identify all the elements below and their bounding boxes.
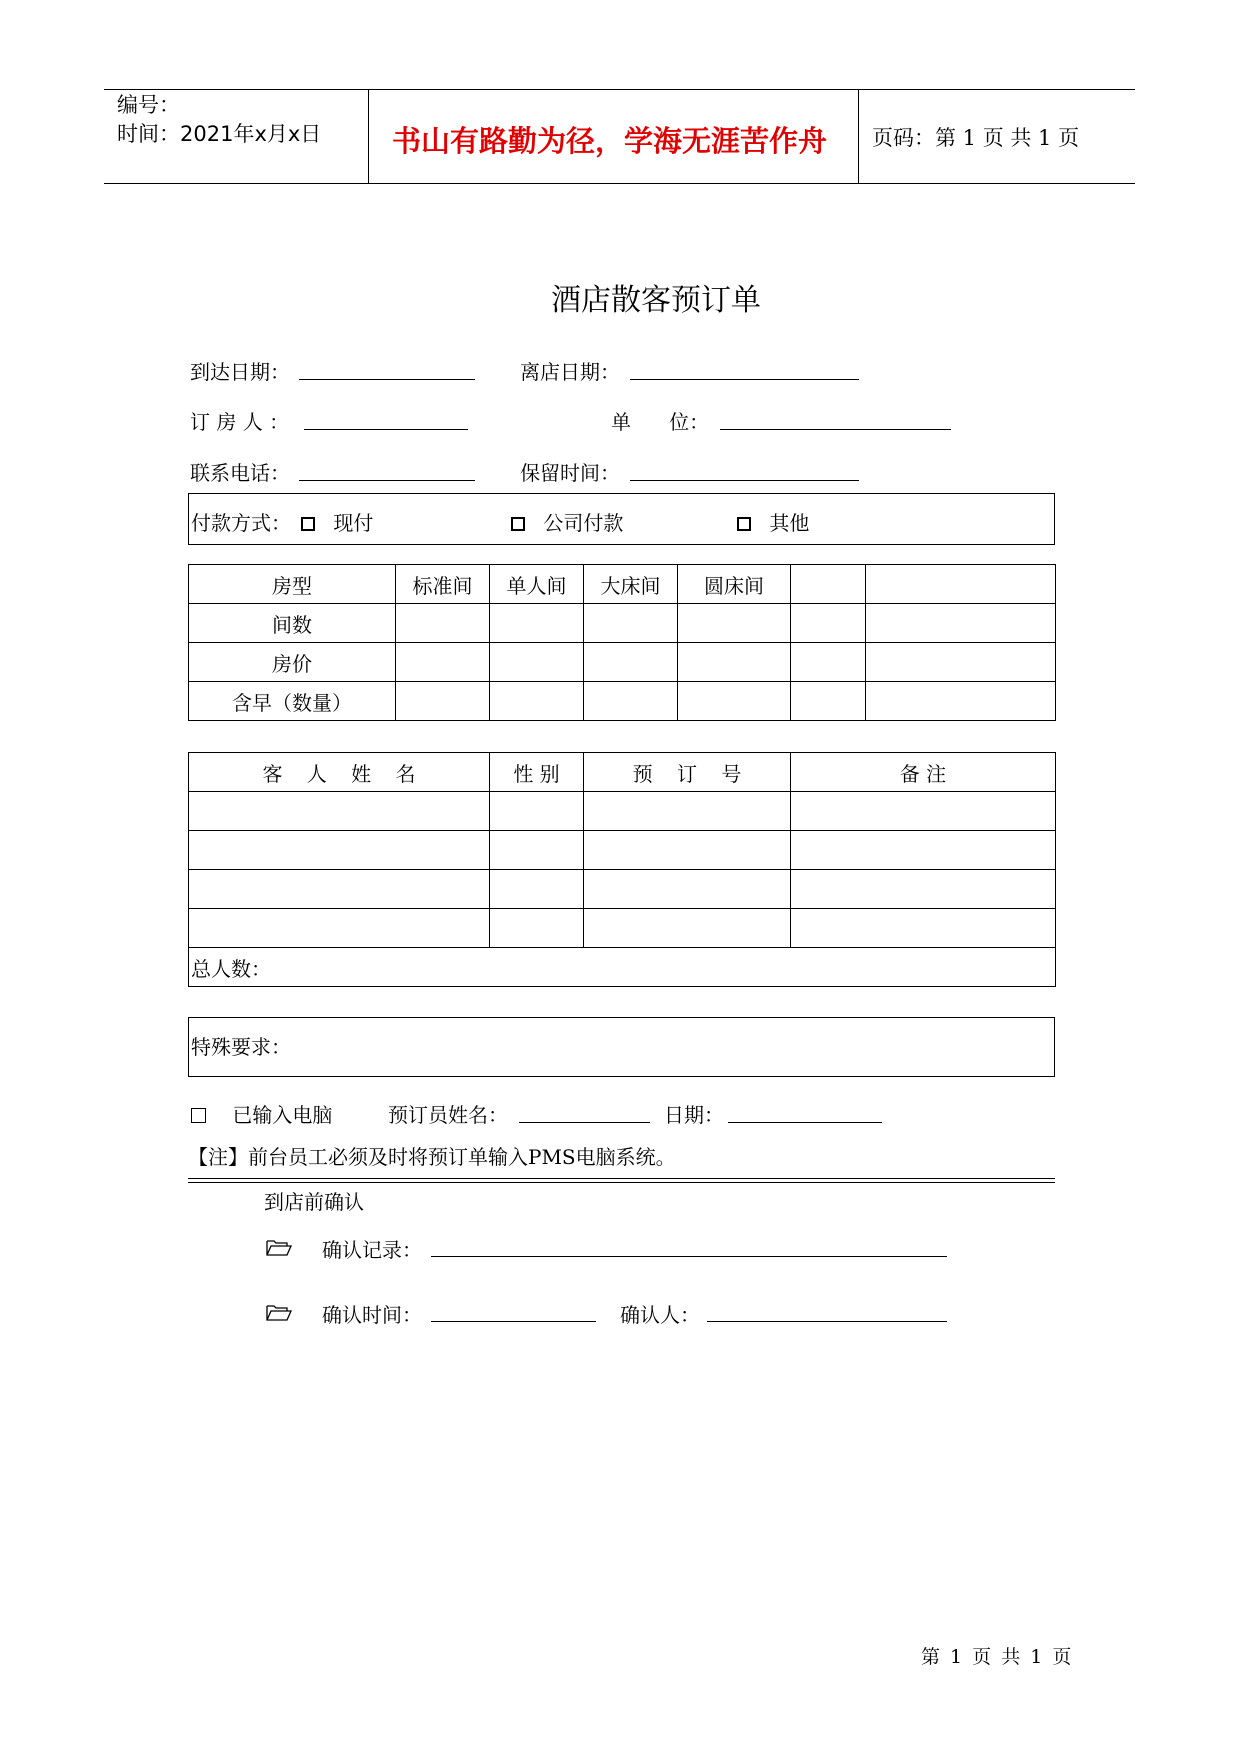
table-cell[interactable] [791,870,1056,909]
document-number-label: 编号： [117,93,180,117]
table-row [189,604,1056,643]
table-cell[interactable] [866,643,1056,682]
header-bottom-rule [104,183,1135,184]
entry-date-label: 日期： [664,1103,724,1127]
arrival-date-label: 到达日期： [190,360,290,384]
header-cell-remarks: 备 注 [791,753,1056,792]
row-label-room-rate: 房价 [189,643,396,682]
header-cell-king: 大床间 [584,565,678,604]
table-row [189,643,1056,682]
booker-label: 订 房 人 ： [190,410,290,434]
confirm-record-field[interactable] [431,1256,947,1257]
table-row [189,792,1056,831]
table-cell[interactable] [866,604,1056,643]
table-cell[interactable] [490,604,584,643]
header-cell-single: 单人间 [490,565,584,604]
header-cell-blank [866,565,1056,604]
table-cell[interactable] [584,604,678,643]
header-cell-room-type: 房型 [189,565,396,604]
table-cell[interactable] [396,682,490,721]
entered-checkbox-row[interactable] [191,1099,332,1128]
table-cell[interactable] [490,792,584,831]
entered-label: 已输入电脑 [232,1103,333,1127]
confirm-title: 到店前确认 [264,1190,364,1214]
table-cell[interactable] [791,604,866,643]
form-title: 酒店散客预订单 [551,283,761,318]
table-cell[interactable] [678,643,791,682]
table-cell[interactable] [189,792,490,831]
header-cell-booking-no: 预 订 号 [584,753,791,792]
hold-time-field[interactable] [630,480,859,481]
table-cell[interactable] [791,792,1056,831]
header-divider-left [368,89,369,183]
table-cell[interactable] [678,682,791,721]
header-cell-round-bed: 圆床间 [678,565,791,604]
page-footer: 第 1 页 共 1 页 [921,1646,1072,1668]
table-cell[interactable] [490,831,584,870]
confirm-time-field[interactable] [431,1321,596,1322]
payment-option-cash-label: 现付 [333,511,374,535]
clerk-name-field[interactable] [519,1122,650,1123]
table-cell[interactable] [189,870,490,909]
table-row [189,682,1056,721]
table-row [189,948,1056,987]
table-cell[interactable] [490,682,584,721]
table-cell[interactable] [396,604,490,643]
entry-date-field[interactable] [728,1122,882,1123]
table-cell[interactable] [189,909,490,948]
unit-label: 单 位： [611,410,710,434]
total-guests-cell[interactable]: 总人数： [189,948,1056,987]
table-row [189,831,1056,870]
header-divider-right [858,89,859,183]
special-requests-label: 特殊要求： [191,1035,291,1059]
room-type-table [188,564,1056,721]
double-rule-bottom [188,1182,1055,1183]
checkbox-icon[interactable] [301,517,315,531]
table-cell[interactable] [584,792,791,831]
payment-option-cash[interactable] [301,507,373,536]
table-cell[interactable] [396,643,490,682]
header-cell-gender: 性 别 [490,753,584,792]
table-cell[interactable] [791,831,1056,870]
header-top-rule [104,89,1135,90]
table-cell[interactable] [584,831,791,870]
row-label-breakfast: 含早（数量） [189,682,396,721]
unit-field[interactable] [720,429,951,430]
confirm-person-label: 确认人： [620,1303,700,1327]
table-cell[interactable] [490,643,584,682]
table-cell[interactable] [490,909,584,948]
double-rule-top [188,1178,1055,1179]
table-cell[interactable] [678,604,791,643]
row-label-room-count: 间数 [189,604,396,643]
table-row [189,565,1056,604]
payment-option-other[interactable] [737,507,809,536]
confirm-record-label: 确认记录： [322,1238,422,1262]
table-cell[interactable] [791,682,866,721]
departure-date-field[interactable] [630,379,859,380]
special-requests-box[interactable] [188,1017,1055,1077]
checkbox-icon[interactable] [737,517,751,531]
checkbox-icon[interactable] [511,517,525,531]
header-cell-blank [791,565,866,604]
phone-label: 联系电话： [190,461,290,485]
table-cell[interactable] [791,643,866,682]
payment-method-label: 付款方式： [191,511,291,535]
confirm-person-field[interactable] [707,1321,947,1322]
payment-option-company[interactable] [511,507,623,536]
guest-table [188,752,1056,987]
header-cell-standard: 标准间 [396,565,490,604]
table-cell[interactable] [791,909,1056,948]
table-cell[interactable] [189,831,490,870]
payment-option-company-label: 公司付款 [543,511,624,535]
hold-time-label: 保留时间： [520,461,620,485]
table-row [189,909,1056,948]
header-motto: 书山有路勤为径，学海无涯苦作舟 [392,124,828,158]
table-cell[interactable] [584,643,678,682]
table-cell[interactable] [490,870,584,909]
departure-date-label: 离店日期： [520,360,620,384]
table-row [189,870,1056,909]
payment-option-other-label: 其他 [769,511,810,535]
table-cell[interactable] [866,682,1056,721]
folder-icon [265,1302,293,1326]
checkbox-icon[interactable] [191,1108,206,1123]
booker-field[interactable] [304,429,468,430]
table-cell[interactable] [584,870,791,909]
folder-icon [265,1237,293,1261]
note-text: 【注】前台员工必须及时将预订单输入PMS电脑系统。 [188,1145,676,1169]
table-row [189,753,1056,792]
confirm-time-label: 确认时间： [322,1303,422,1327]
arrival-date-field[interactable] [299,379,475,380]
phone-field[interactable] [299,480,475,481]
document-time-label: 时间：2021年x月x日 [117,122,322,146]
header-cell-guest-name: 客 人 姓 名 [189,753,490,792]
clerk-name-label: 预订员姓名： [388,1103,508,1127]
table-cell[interactable] [584,909,791,948]
table-cell[interactable] [584,682,678,721]
header-page-label: 页码：第 1 页 共 1 页 [872,126,1080,150]
